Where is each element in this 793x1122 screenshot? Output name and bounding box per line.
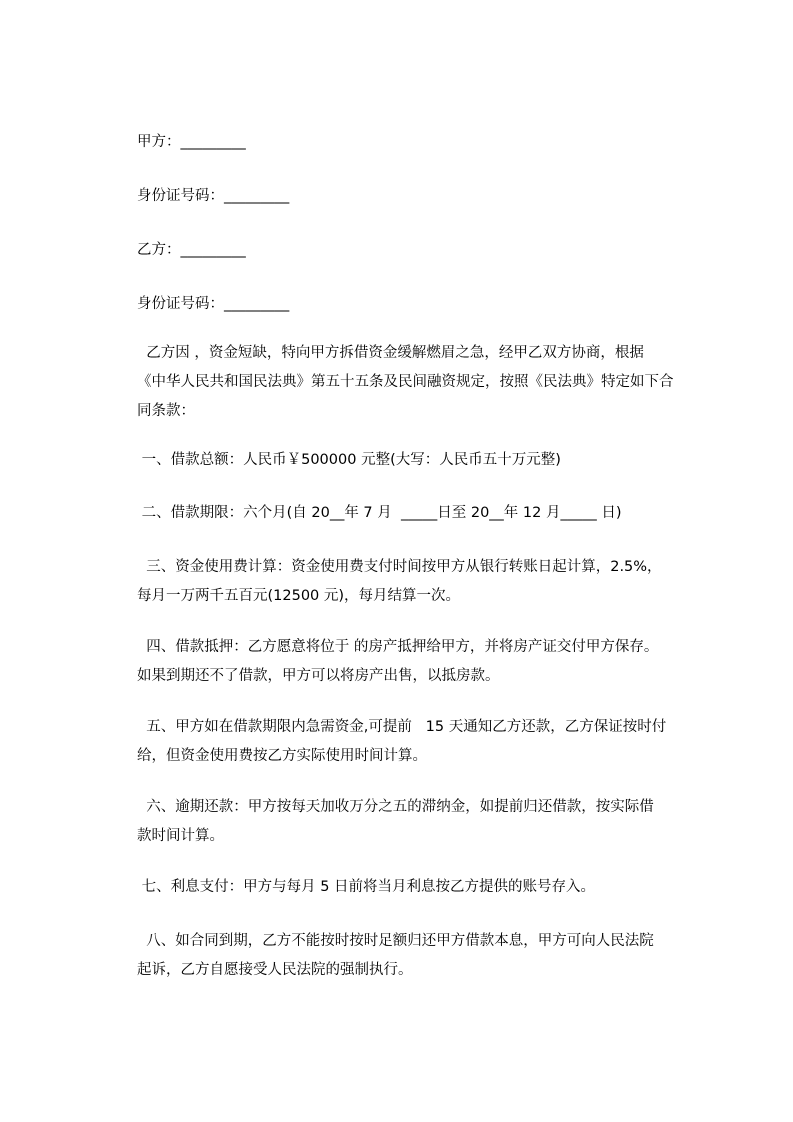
clause-1-row-1: 一、借款总额：人民币￥500000 元整(大写：人民币五十万元整) xyxy=(137,452,561,468)
clause-7-interest-payment xyxy=(137,873,657,902)
party-a-id-label: 身份证号码：_________ xyxy=(137,188,290,204)
intro-row-2: 《中华人民共和国民法典》第五十五条及民间融资规定，按照《民法典》特定如下合 xyxy=(137,374,674,390)
clause-4-collateral xyxy=(137,633,657,691)
clause-4-row-2: 如果到期还不了借款，甲方可以将房产出售，以抵房款。 xyxy=(137,668,500,684)
clause-4-row-1: 四、借款抵押：乙方愿意将位于 的房产抵押给甲方，并将房产证交付甲方保存。 xyxy=(137,639,659,655)
party-b-field xyxy=(137,240,246,260)
clause-3-row-1: 三、资金使用费计算：资金使用费支付时间按甲方从银行转账日起计算，2.5%， xyxy=(137,559,662,575)
clause-1-loan-amount xyxy=(137,446,657,475)
clause-6-row-2: 款时间计算。 xyxy=(137,828,224,844)
clause-3-usage-fee xyxy=(137,553,662,611)
intro-row-1: 乙方因 ，资金短缺，特向甲方拆借资金缓解燃眉之急，经甲乙双方协商，根据 xyxy=(137,345,644,361)
clause-6-overdue xyxy=(137,793,657,851)
party-a-label: 甲方：_________ xyxy=(137,134,246,150)
clause-2-loan-term xyxy=(137,499,657,528)
party-a-field xyxy=(137,132,246,152)
clause-5-row-2: 给，但资金使用费按乙方实际使用时间计算。 xyxy=(137,748,427,764)
clause-5-row-1: 五、甲方如在借款期限内急需资金,可提前 15 天通知乙方还款，乙方保证按时付 xyxy=(137,719,667,735)
clause-7-row-1: 七、利息支付：甲方与每月 5 日前将当月利息按乙方提供的账号存入。 xyxy=(137,879,596,895)
intro-row-3: 同条款： xyxy=(137,403,195,419)
clause-8-row-2: 起诉，乙方自愿接受人民法院的强制执行。 xyxy=(137,962,413,978)
clause-8-default xyxy=(137,927,657,985)
party-b-label: 乙方：_________ xyxy=(137,242,246,258)
party-a-id-field xyxy=(137,186,289,206)
clause-3-row-2: 每月一万两千五百元(12500 元)，每月结算一次。 xyxy=(137,588,461,604)
party-b-id-field xyxy=(137,294,289,314)
intro-paragraph xyxy=(137,339,674,426)
clause-2-row-1: 二、借款期限：六个月(自 20__年 7 月 _____日至 20__年 12 月_____ 日) xyxy=(137,505,622,521)
clause-5-early-repayment xyxy=(137,713,667,771)
party-b-id-label: 身份证号码：_________ xyxy=(137,296,290,312)
clause-8-row-1: 八、如合同到期，乙方不能按时按时足额归还甲方借款本息，甲方可向人民法院 xyxy=(137,933,654,949)
clause-6-row-1: 六、逾期还款：甲方按每天加收万分之五的滞纳金，如提前归还借款，按实际借 xyxy=(137,799,654,815)
